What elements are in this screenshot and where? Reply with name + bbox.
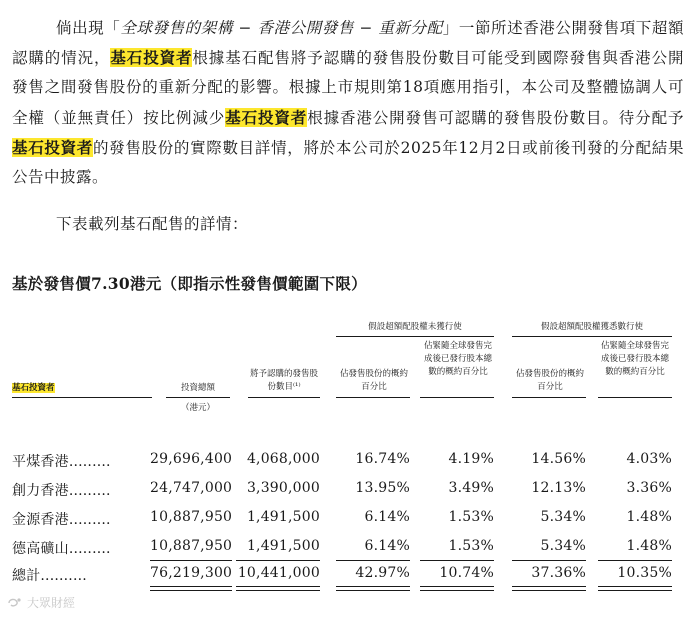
header-rule [166, 397, 230, 398]
paragraph-text: 根據基石配售將予認購的發售股份數目可能受到國際發售與香港公開發售之間發售股份的重新分配的影響。根據上市規則第18項應用指引，本公司及整體協調人可全權（並無責任）按比例減少 [12, 49, 684, 127]
pct-offer-b: 14.56% [531, 451, 586, 467]
investment-amount: 29,696,400 [150, 451, 233, 467]
section-title: 基於發售價7.30港元（即指示性發售價範圍下限） [12, 274, 367, 293]
investment-amount: 10,887,950 [150, 509, 233, 525]
highlighted-term: 基石投資者 [12, 137, 93, 157]
total-double-rule [420, 586, 494, 591]
col-header-pct-offer-b: 佔發售股份的概約百分比 [516, 369, 585, 392]
highlighted-term: 基石投資者 [110, 48, 193, 68]
col-header-pct-total-a: 佔緊隨全球發售完成後已發行股本總數的概約百分比 [423, 341, 492, 377]
pct-offer-b: 5.34% [540, 509, 586, 525]
investor-name-text: 平煤香港 [12, 454, 69, 470]
paragraph-text: 根據香港公開發售可認購的發售股份數目。待分配予 [307, 108, 684, 127]
total-double-rule [598, 586, 672, 591]
pct-total-b: 1.48% [626, 538, 672, 554]
pct-total-a: 4.19% [448, 451, 494, 467]
pct-offer-a: 6.14% [364, 509, 410, 525]
pct-total-b: 4.03% [626, 451, 672, 467]
header-rule [336, 397, 410, 398]
shares-count: 1,491,500 [246, 538, 320, 554]
group-header-fully-exercised: 假設超額配股權獲悉數行使 [540, 322, 643, 332]
col-header-investor-label: 基石投資者 [12, 383, 55, 393]
section-reference: 全球發售的架構 − 香港公開發售 − 重新分配 [120, 19, 443, 37]
shares-count: 4,068,000 [246, 451, 320, 467]
investor-name-text: 創力香港 [12, 483, 69, 499]
pct-total-a: 1.53% [448, 509, 494, 525]
header-rule [598, 397, 672, 398]
paragraph-text: 」一節所述香港公開發售項下超額認購的情況， [12, 19, 684, 68]
watermark-text: 大眾財經 [27, 596, 76, 610]
subtotal-rule [336, 560, 410, 561]
group-rule [512, 336, 672, 337]
highlighted-term: 基石投資者 [225, 107, 308, 127]
investor-name-text: 德高礦山 [12, 541, 69, 557]
paragraph-text: 倘出現「 [56, 19, 121, 37]
header-rule [12, 397, 152, 398]
pct-offer-a: 16.74% [355, 451, 410, 467]
leader-dots: ......... [68, 454, 111, 470]
investment-amount: 24,747,000 [150, 480, 233, 496]
pct-offer-a: 6.14% [364, 538, 410, 554]
total-investment: 76,219,300 [150, 565, 233, 581]
investor-name [12, 538, 111, 558]
header-rule [512, 397, 586, 398]
total-pct-offer-a: 42.97% [355, 565, 410, 581]
col-header-pct-offer-a: 佔發售股份的概約百分比 [340, 369, 409, 392]
header-rule [420, 397, 494, 398]
shares-count: 3,390,000 [246, 480, 320, 496]
col-header-shares: 將予認購的發售股份數目⁽¹⁾ [249, 369, 318, 392]
total-label [12, 565, 87, 585]
investor-name [12, 509, 111, 529]
total-double-rule [512, 586, 586, 591]
body-paragraph [12, 14, 684, 192]
leader-dots: ......... [68, 483, 111, 499]
watermark [6, 594, 75, 611]
watermark-logo-icon [6, 596, 24, 610]
col-header-investment-unit: （港元） [180, 403, 215, 413]
pct-offer-a: 13.95% [355, 480, 410, 496]
paragraph-text: 的發售股份的實際數目詳情，將於本公司於2025年12月2日或前後刊發的分配結果公告中披露。 [12, 138, 684, 187]
group-rule [336, 336, 494, 337]
pct-total-a: 3.49% [448, 480, 494, 496]
leader-dots: ......... [68, 541, 111, 557]
leader-dots: .......... [40, 568, 87, 584]
investor-name-text: 金源香港 [12, 512, 69, 528]
group-header-not-exercised: 假設超額配股權未獲行使 [368, 322, 462, 332]
header-rule [248, 397, 320, 398]
total-double-rule [336, 586, 410, 591]
pct-offer-b: 5.34% [540, 538, 586, 554]
pct-total-a: 1.53% [448, 538, 494, 554]
col-header-investment: 投資總額 [180, 383, 215, 393]
total-double-rule [150, 586, 232, 591]
total-shares: 10,441,000 [237, 565, 320, 581]
subtotal-rule [236, 560, 320, 561]
total-double-rule [236, 586, 320, 591]
shares-count: 1,491,500 [246, 509, 320, 525]
leader-dots: ......... [68, 512, 111, 528]
pct-offer-b: 12.13% [531, 480, 586, 496]
pct-total-b: 3.36% [626, 480, 672, 496]
subtotal-rule [150, 560, 232, 561]
subtotal-rule [512, 560, 586, 561]
total-pct-offer-b: 37.36% [531, 565, 586, 581]
subtotal-rule [420, 560, 494, 561]
subtotal-rule [598, 560, 672, 561]
total-pct-total-a: 10.74% [439, 565, 494, 581]
total-pct-total-b: 10.35% [617, 565, 672, 581]
table-intro: 下表載列基石配售的詳情： [56, 215, 249, 233]
investment-amount: 10,887,950 [150, 538, 233, 554]
investor-name [12, 451, 111, 471]
total-label-text: 總計 [12, 568, 41, 584]
col-header-investor [12, 382, 162, 395]
col-header-pct-total-b: 佔緊隨全球發售完成後已發行股本總數的概約百分比 [600, 341, 669, 377]
pct-total-b: 1.48% [626, 509, 672, 525]
investor-name [12, 480, 111, 500]
